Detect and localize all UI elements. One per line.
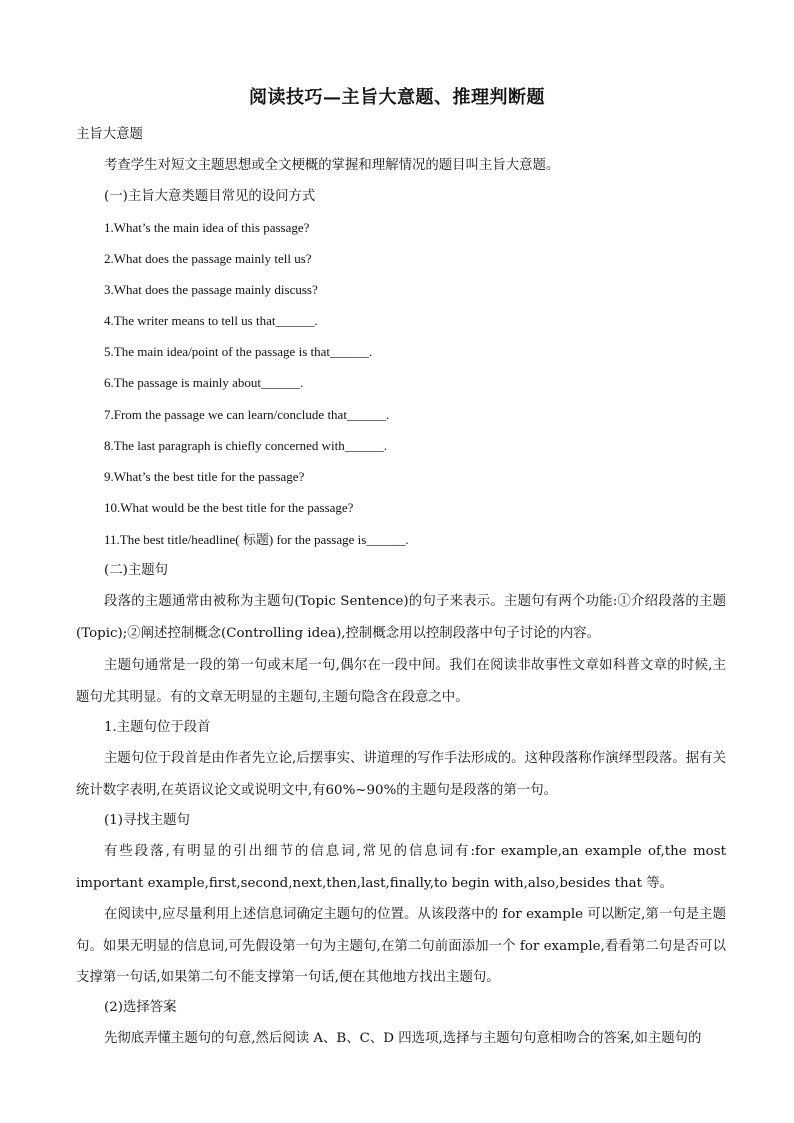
question-item: 7.From the passage we can learn/conclude that______. [104,407,390,422]
intro-paragraph: 考查学生对短文主题思想或全文梗概的掌握和理解情况的题目叫主旨大意题。 [104,158,560,173]
question-item: 4.The writer means to tell us that______. [104,313,318,328]
page-title: 阅读技巧—主旨大意题、推理判断题 [249,87,545,108]
question-item: 8.The last paragraph is chiefly concerned with______. [104,438,388,453]
question-item: 5.The main idea/point of the passage is that______. [104,344,373,359]
question-item: 11.The best title/headline( 标题) for the passage is______. [104,532,409,547]
topic-sentence-heading: (二)主题句 [104,563,169,578]
question-item: 1.What’s the main idea of this passage? [104,220,310,235]
question-item: 10.What would be the best title for the passage? [104,500,354,515]
topic-position-paragraph: 主题句通常是一段的第一句或末尾一句,偶尔在一段中间。我们在阅读非故事性文章如科普文章的时候,主题句尤其明显。有的文章无明显的主题句,主题句隐含在段意之中。 [76,658,726,705]
question-item: 2.What does the passage mainly tell us? [104,251,312,266]
locate-topic-paragraph: 在阅读中,应尽量利用上述信息词确定主题句的位置。从该段落中的 for example 可以断定,第一句是主题句。如果无明显的信息词,可先假设第一句为主题句,在第二句前面添加一个 for example,看看第二句是否可以支撑第一句话,如果第二句不能支撑第一句话,便在其他地方找出主题句。 [76,907,726,985]
question-forms-heading: (一)主旨大意类题目常见的设问方式 [104,189,316,204]
question-item: 9.What’s the best title for the passage? [104,469,305,484]
question-item: 3.What does the passage mainly discuss? [104,282,318,297]
find-topic-heading: (1)寻找主题句 [104,813,190,828]
choose-answer-paragraph: 先彻底弄懂主题句的句意,然后阅读 A、B、C、D 四选项,选择与主题句句意相吻合的答案,如主题句的 [104,1031,702,1046]
question-item: 6.The passage is mainly about______. [104,375,304,390]
topic-sentence-paragraph: 段落的主题通常由被称为主题句(Topic Sentence)的句子来表示。主题句有两个功能:①介绍段落的主题(Topic);②阐述控制概念(Controlling idea),控制概念用以控制段落中句子讨论的内容。 [76,594,726,641]
first-sentence-paragraph: 主题句位于段首是由作者先立论,后摆事实、讲道理的写作手法形成的。这种段落称作演绎型段落。据有关统计数字表明,在英语议论文或说明文中,有60%~90%的主题句是段落的第一句。 [76,751,726,798]
choose-answer-heading: (2)选择答案 [104,1000,177,1015]
section-heading: 主旨大意题 [76,127,143,142]
signal-words-paragraph: 有些段落,有明显的引出细节的信息词,常见的信息词有:for example,an example of,the most important example,first,second,next,then,last,finally,to begin with,also,besides that 等。 [76,844,726,891]
first-sentence-heading: 1.主题句位于段首 [104,720,211,735]
